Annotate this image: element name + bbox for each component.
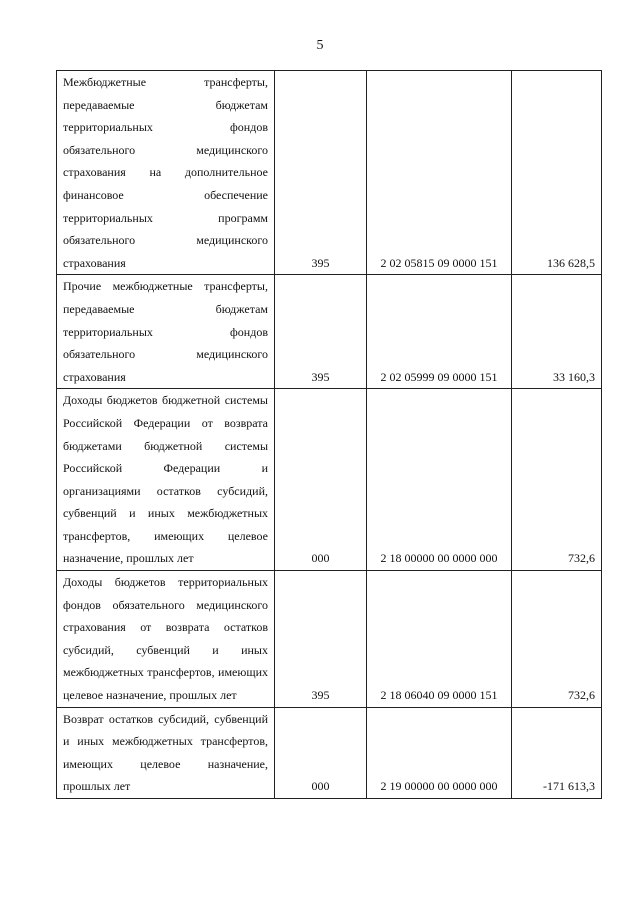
amount-cell: -171 613,3 xyxy=(512,707,602,798)
budget-code-cell: 2 18 06040 09 0000 151 xyxy=(367,571,512,708)
budget-code-cell: 2 02 05999 09 0000 151 xyxy=(367,275,512,389)
row-name-cell xyxy=(57,275,275,389)
amount-cell: 732,6 xyxy=(512,571,602,708)
admin-code-cell: 000 xyxy=(275,389,367,571)
amount-cell: 136 628,5 xyxy=(512,71,602,275)
budget-code-cell: 2 19 00000 00 0000 000 xyxy=(367,707,512,798)
budget-code-cell: 2 18 00000 00 0000 000 xyxy=(367,389,512,571)
admin-code-cell: 395 xyxy=(275,275,367,389)
table-row xyxy=(57,571,602,708)
table-row xyxy=(57,707,602,798)
revenue-table xyxy=(56,70,602,799)
table-row xyxy=(57,71,602,275)
row-name: Доходы бюджетов бюджетной системы Российской Федерации от возврата бюджетами бюджетной системы Российской Федерации и организациями остатков субсидий, субвенций и иных межбюджетных трансфертов, имеющих целевое назначение, прошлых лет xyxy=(63,393,268,566)
table-row xyxy=(57,275,602,389)
budget-code-cell: 2 02 05815 09 0000 151 xyxy=(367,71,512,275)
admin-code-cell: 395 xyxy=(275,571,367,708)
amount-cell: 33 160,3 xyxy=(512,275,602,389)
row-name-cell xyxy=(57,389,275,571)
admin-code-cell: 000 xyxy=(275,707,367,798)
row-name-cell xyxy=(57,707,275,798)
row-name-cell xyxy=(57,571,275,708)
admin-code-cell: 395 xyxy=(275,71,367,275)
row-name: Прочие межбюджетные трансферты, передаваемые бюджетам территориальных фондов обязательного медицинского страхования xyxy=(63,279,268,384)
row-name: Возврат остатков субсидий, субвенций и иных межбюджетных трансфертов, имеющих целевое назначение, прошлых лет xyxy=(63,711,268,794)
table-row xyxy=(57,389,602,571)
row-name-cell xyxy=(57,71,275,275)
row-name: Межбюджетные трансферты, передаваемые бюджетам территориальных фондов обязательного медицинского страхования на дополнительное финансовое обеспечение территориальных программ обязательного медицинского страхования xyxy=(63,75,268,270)
amount-cell: 732,6 xyxy=(512,389,602,571)
row-name: Доходы бюджетов территориальных фондов обязательного медицинского страхования от возврата остатков субсидий, субвенций и иных межбюджетных трансфертов, имеющих целевое назначение, прошлых лет xyxy=(63,575,268,703)
page-number: 5 xyxy=(316,38,324,53)
